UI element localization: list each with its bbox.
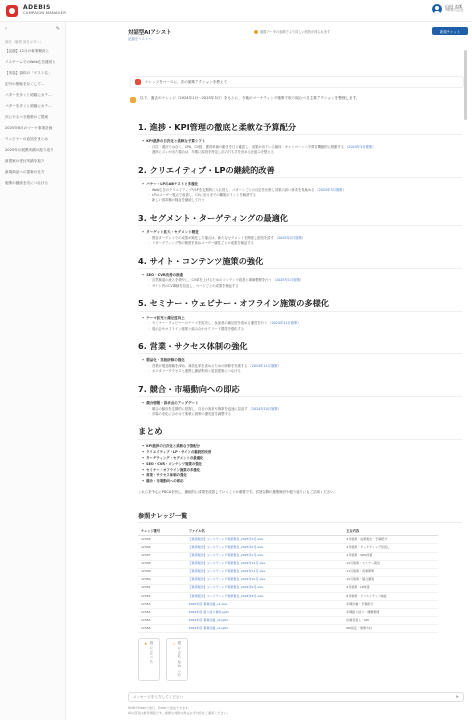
table-row (138, 601, 438, 609)
answer-section (138, 165, 462, 204)
bullet-detail (148, 198, 462, 203)
bad-feedback-label: 役に立たなかった (177, 641, 181, 678)
citation-link[interactable]: 2024年12月施策 (271, 321, 298, 326)
citation-link[interactable]: 2025年3月施策 (318, 187, 343, 192)
citation-link[interactable]: 2025年1月施策 (276, 278, 300, 283)
good-feedback-button[interactable] (138, 638, 160, 681)
data-warning (254, 29, 330, 34)
bullet-detail (148, 327, 462, 332)
bullet-detail (148, 369, 462, 374)
sidebar-history-item[interactable]: 施策の継続を次につなげる (5, 181, 49, 186)
file-link[interactable]: 【施策報告】マーケティング施策報告_2025年3月.xlsx (186, 536, 344, 544)
breadcrumb[interactable]: 記録をリストへ (128, 37, 152, 41)
user-message-icon (135, 79, 141, 85)
bullet-detail (148, 241, 462, 246)
sidebar-history-item[interactable]: 新規商品への提案の仕方 (5, 170, 45, 175)
table-cell: 1月施策・SEO改善 (343, 552, 438, 560)
sidebar-history-item[interactable]: パターを多くと明確にカテ… (5, 104, 52, 109)
bullet-title: • 競合情報・訴求点のアップデート (142, 401, 462, 407)
answer-section (138, 384, 462, 418)
user-org: YBI株式会社 (445, 8, 464, 13)
answer-section (138, 256, 462, 290)
detail-text: カスタマーサクセスと連携し継続利用と追加提案につなげる (151, 369, 241, 374)
answer-section (138, 341, 462, 375)
thumbs-down-icon: ☆ (172, 641, 176, 647)
summary-heading: まとめ (138, 426, 462, 440)
sidebar-history-item[interactable]: 記号の無駄をなくして… (5, 82, 45, 87)
file-link[interactable]: 【施策報告】マーケティング施策報告_2024年10月.xlsx (186, 576, 344, 584)
table-cell: 9月施策・LP改善 (343, 584, 438, 592)
new-chat-icon[interactable]: ✎ (55, 26, 60, 32)
bullet-title: • ターゲット拡大・セグメント精査 (142, 230, 462, 236)
sidebar-history-item[interactable]: 新提案の受付実績を振り (5, 159, 45, 164)
table-row (138, 609, 438, 617)
citation-link[interactable]: 2024年10月施策 (251, 406, 278, 411)
section-heading: 4. サイト・コンテンツ施策の強化 (138, 256, 462, 269)
bullet-title: • テーマ拡充と満足度向上 (142, 316, 462, 322)
input-hint: Shift+Enterで改行、Enterで送信できます。 (128, 706, 192, 710)
send-icon[interactable]: ➤ (455, 694, 459, 700)
table-cell: 3月施策・成果報告・予算配分 (343, 536, 438, 544)
file-link[interactable]: 2024年度 事業計画_v2.pptx (186, 617, 344, 625)
assistant-intro (130, 96, 464, 103)
answer-section (138, 213, 462, 247)
message-input[interactable] (133, 695, 455, 699)
section-heading: 1. 進捗・KPI管理の徹底と柔軟な予算配分 (138, 122, 462, 135)
table-row (138, 568, 438, 576)
detail-text: 進捗にズレが出た場合は、早期に原因を特定し次の打ち手を決める仕組みを整える (151, 150, 274, 155)
sidebar-history-item[interactable]: 次にやるべき施策のご提案 (5, 115, 49, 120)
sidebar-history-item[interactable]: ウェビナーの追加をまとめ (5, 137, 48, 142)
file-link[interactable]: 【施策報告】マーケティング施策報告_2024年8月.xlsx (186, 592, 344, 600)
summary-item: • セミナー・オフライン施策の多様化 (142, 468, 462, 474)
page-title: 対話型AIアシスト (128, 30, 172, 36)
table-cell: 年間振り返り・課題整理 (343, 609, 438, 617)
bullet-detail: ◦ 既存ターゲットでの成果が鈍化した場合は、新たなセグメントを開拓し配信を試す （2025年2月施策） (148, 236, 462, 241)
logo-subtitle: CAMPAIGN MANAGER (23, 11, 67, 16)
detail-text: 市場の変化に合わせて柔軟に施策の優先度を調整する (151, 412, 232, 417)
table-cell: 10月施策・競合調査 (343, 576, 438, 584)
table-row (138, 576, 438, 584)
table-cell: 12355 (138, 617, 186, 625)
assistant-icon (130, 97, 136, 103)
answer-section (138, 122, 462, 156)
user-question (130, 76, 464, 88)
logo-icon (6, 5, 20, 17)
detail-text: リターゲティング等の精度を高めユーザー属性ごとの成果を検証する (151, 241, 254, 246)
table-cell: 12345 (138, 536, 186, 544)
file-link[interactable]: 2024年度 事業計画_v1.pptx (186, 625, 344, 633)
bullet-title: • バナー・LPのABテストと多様化 (142, 182, 462, 188)
detail-text: 営業が製品理解を深め、商談化率を高めるための研修を実施する (151, 363, 248, 368)
closing-text: これらを中心にPDCAを回し、継続的に成果を改善していくことが重要です。次回以降の施策検討や振り返りにもご活用ください。 (138, 489, 337, 494)
bullet-detail: ◦ 競合の動向を定期的に把握し、自社の訴求や施策を迅速に見直す （2024年10月施策） (148, 407, 462, 412)
sidebar-history-item[interactable]: イスチームでのWeb広告運用と (5, 60, 56, 65)
table-row (138, 544, 438, 552)
summary-item: • 競合・市場動向への即応 (142, 479, 462, 485)
table-row (138, 625, 438, 633)
references-heading: 参照ナレッジ一覧 (138, 511, 462, 523)
detail-text: 既存ターゲットでの成果が鈍化した場合は、新たなセグメントを開拓し配信を試す (151, 235, 274, 240)
bullet-title: • KPI進捗の日次化と柔軟な予算シフト (142, 139, 462, 145)
detail-text: 月次・週次ではなく、CPA、CV数、獲得単価の動きを日々確認し、成果が出ている媒体・キャンペーンへ予算を機動的に移動する (151, 144, 345, 149)
sidebar-history-item[interactable]: 【記録】12月の事業概況と (5, 49, 50, 53)
new-chat-button[interactable]: 新規チャット (432, 27, 468, 35)
citation-link[interactable]: 2024年11月施策 (251, 363, 278, 368)
table-cell: 年間計画・予算配分 (343, 601, 438, 609)
file-link[interactable]: 【施策報告】マーケティング施策報告_2024年9月.xlsx (186, 584, 344, 592)
detail-text: 競合の動向を定期的に把握し、自社の訴求や施策を迅速に見直す (151, 406, 248, 411)
table-cell: 8月施策・クリエイティブ検証 (343, 592, 438, 600)
sidebar-history-item[interactable]: パターを多くと明確にカテ… (5, 93, 52, 98)
detail-text: 展示会やオフライン施策と組み合わせてリード獲得を強化する (151, 326, 245, 331)
sidebar-history-item[interactable]: 【実装】資料の「ゲスト名」 (5, 71, 52, 76)
bullet-detail (148, 150, 462, 155)
detail-text: LPはユーザー視点で改善し、CVに至るまでの離脱ポイントを解消する (151, 193, 256, 197)
question-text: ナレッジをベースに、次の施策アクションを教えて (145, 79, 228, 84)
bullet-detail (148, 284, 462, 289)
file-link[interactable]: 【施策報告】マーケティング施策報告_2024年11月.xlsx (186, 568, 344, 576)
intro-text: 以下、過去のナレッジ（2024年1月〜2025年3月）をもとに、今後のマーケティング施策で取り組むべき主要アクションを整理します。 (140, 96, 360, 100)
summary-item: • KPI進捗の日次化と柔軟な予算配分 (142, 444, 462, 450)
references-table (138, 526, 438, 633)
summary-item: • SEO・CVR・コンテンツ施策の強化 (142, 462, 462, 468)
avatar (432, 4, 442, 14)
table-row (138, 592, 438, 600)
app-logo[interactable] (6, 5, 66, 17)
summary-item: • 営業・サクセス体制の強化 (142, 473, 462, 479)
scrollbar[interactable] (464, 50, 467, 120)
table-row (138, 536, 438, 544)
table-row (138, 552, 438, 560)
table-cell: 12350 (138, 576, 186, 584)
file-link[interactable]: 2024年度 振り返り資料.pptx (186, 609, 344, 617)
feedback-bar (138, 638, 462, 681)
detail-text: サイト内のCV導線を見直し、ページごとの成果を検証する (151, 283, 239, 288)
bullet-detail: ◦ 月次・週次ではなく、CPA、CV数、獲得単価の動きを日々確認し、成果が出ている媒体・キャンペーンへ予算を機動的に移動する （2025年3月施策） (148, 145, 462, 150)
file-link[interactable]: 2025年度 事業計画_v1.xlsx (186, 601, 344, 609)
user-menu[interactable] (432, 4, 464, 14)
section-heading: 3. セグメント・ターゲティングの最適化 (138, 213, 462, 226)
table-row (138, 560, 438, 568)
answer-section (138, 298, 462, 332)
file-link[interactable]: 【施策報告】マーケティング施策報告_2025年1月.xlsx (186, 552, 344, 560)
table-cell: 12356 (138, 625, 186, 633)
detail-text: Web広告のクリエイティブやLPを定期的に入れ替え、パターンごとの反応を比較し効果の高い訴求を見極める (151, 187, 315, 192)
collapse-sidebar-icon[interactable]: ‹ (5, 26, 7, 32)
logo-title: ADEBIS (23, 4, 51, 12)
main-area (66, 22, 472, 720)
bullet-detail: ◦ 営業が製品理解を深め、商談化率を高めるための研修を実施する （2024年11月施策） (148, 364, 462, 369)
warning-text: 複数データの参照でより詳しい回答が得られます (260, 30, 331, 34)
table-cell: 12352 (138, 592, 186, 600)
answer-content (138, 122, 462, 681)
bullet-title: • 製品化・実装研修の強化 (142, 358, 462, 364)
table-header-cell: ファイル名 (186, 526, 344, 536)
table-header-cell: 主な内容 (343, 526, 438, 536)
sidebar (0, 22, 66, 720)
user-name: 山田 太郎 (445, 3, 463, 9)
warning-icon (254, 30, 258, 34)
table-cell: 12351 (138, 584, 186, 592)
sidebar-history-item[interactable]: 2025年6月のマーケ事業計画 (5, 126, 53, 131)
sidebar-history-item[interactable]: 2025年の展開実績の振り返り (5, 148, 54, 153)
good-feedback-label: 役に立った (149, 641, 153, 664)
section-heading: 2. クリエイティブ・LPの継続的改善 (138, 165, 462, 178)
file-link[interactable]: 【施策報告】マーケティング施策報告_2024年12月.xlsx (186, 560, 344, 568)
table-row (138, 584, 438, 592)
detail-text: セミナー・ウェビナーのテーマを拡充し、参加者の満足度を高める運営を行う (151, 321, 268, 326)
chat-thread (128, 62, 464, 720)
top-bar (0, 0, 472, 22)
table-row (138, 617, 438, 625)
table-cell: KPI設定・施策方針 (343, 625, 438, 633)
table-cell: 12353 (138, 601, 186, 609)
summary-item: • クリエイティブ・LP・サイトの継続的改善 (142, 450, 462, 456)
bullet-detail: ◦ Web広告のクリエイティブやLPを定期的に入れ替え、パターンごとの反応を比較し効果の高い訴求を見極める （2025年3月施策） (148, 188, 462, 193)
section-heading: 6. 営業・サクセス体制の強化 (138, 341, 462, 354)
history-section-label: 最近（履歴 最近ボタン） (5, 40, 44, 44)
detail-text: 自然検索の流入を増やし、CV率を上げるためのコンテンツ改善と導線整理を行う (151, 278, 272, 283)
table-cell: 11月施策・営業研修 (343, 568, 438, 576)
summary-item: • ターゲティング・セグメントの最適化 (142, 456, 462, 462)
citation-link[interactable]: 2025年3月施策 (348, 144, 373, 149)
bad-feedback-button[interactable] (166, 638, 188, 681)
detail-text: 新しい訴求軸の検証を継続して行う (151, 198, 205, 203)
citation-link[interactable]: 2025年2月施策 (278, 235, 302, 240)
ai-disclaimer: AIの回答は参考情報です。重要な判断の際は必ず内容をご確認ください。 (128, 711, 230, 715)
table-cell: 2月施策・ターゲティング見直し (343, 544, 438, 552)
bullet-title: • SEO・CVR改善の推進 (142, 273, 462, 279)
bullet-detail (148, 412, 462, 417)
bullet-detail: ◦ セミナー・ウェビナーのテーマを拡充し、参加者の満足度を高める運営を行う （2024年12月施策） (148, 321, 462, 326)
table-cell: 12346 (138, 544, 186, 552)
table-cell: 12348 (138, 560, 186, 568)
table-cell: 12347 (138, 552, 186, 560)
table-cell: 12354 (138, 609, 186, 617)
table-header-cell: ナレッジ番号 (138, 526, 186, 536)
message-input-box (128, 692, 464, 702)
section-heading: 7. 競合・市場動向への即応 (138, 384, 462, 397)
table-cell: 計画見直し・KPI (343, 617, 438, 625)
bullet-detail: ◦ 自然検索の流入を増やし、CV率を上げるためのコンテンツ改善と導線整理を行う （2025年1月施策） (148, 278, 462, 283)
table-cell: 12月施策・セミナー報告 (343, 560, 438, 568)
thumbs-up-icon: ★ (144, 641, 148, 647)
section-heading: 5. セミナー・ウェビナー・オフライン施策の多様化 (138, 298, 462, 311)
table-cell: 12349 (138, 568, 186, 576)
file-link[interactable]: 【施策報告】マーケティング施策報告_2025年2月.xlsx (186, 544, 344, 552)
